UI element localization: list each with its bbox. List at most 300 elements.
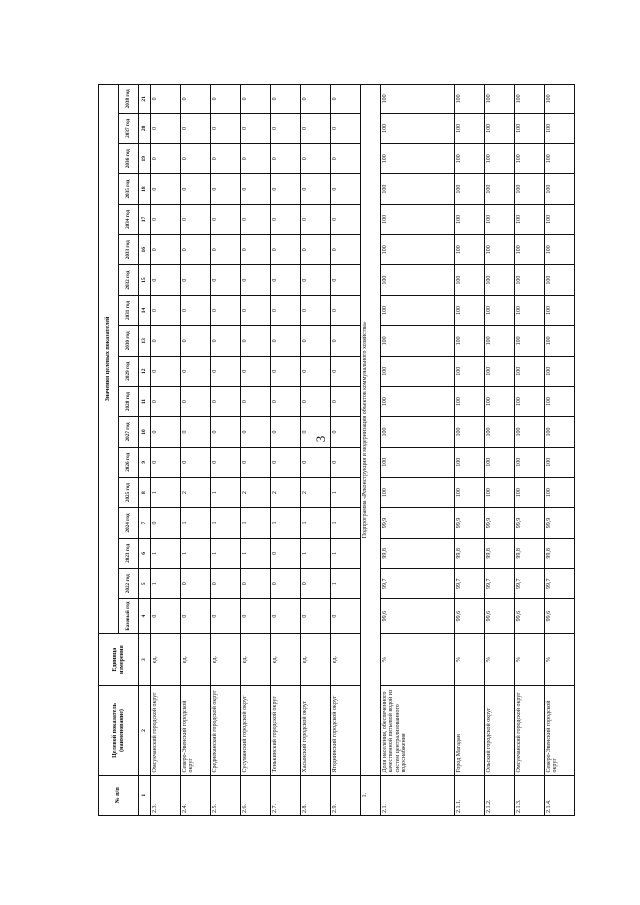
value-cell: 0	[181, 85, 211, 114]
value-cell: 0	[241, 326, 271, 356]
header-indicator-name: Целевой показатель (наименование)	[99, 686, 139, 775]
table-row	[331, 85, 361, 816]
value-cell: 0	[241, 144, 271, 174]
unit-cell: %	[381, 633, 455, 686]
header-year: 2026 год	[119, 447, 139, 477]
value-cell: 100	[381, 204, 455, 234]
target-indicators-table	[98, 84, 575, 816]
header-year: 2030 год	[119, 326, 139, 356]
value-cell: 100	[515, 174, 545, 204]
value-cell: 0	[271, 599, 301, 633]
value-cell: 0	[211, 265, 241, 295]
value-cell: 100	[545, 447, 575, 477]
value-cell: 99,7	[455, 569, 485, 599]
value-cell: 100	[545, 235, 575, 265]
value-cell: 100	[485, 174, 515, 204]
value-cell: 99,7	[485, 569, 515, 599]
value-cell: 100	[455, 356, 485, 386]
value-cell: 1	[151, 538, 181, 568]
value-cell: 0	[151, 174, 181, 204]
header-year: 2027 год	[119, 417, 139, 447]
value-cell: 0	[301, 447, 331, 477]
value-cell: 0	[331, 265, 361, 295]
indicator-name: Северо-Эвенский городской округ	[181, 686, 211, 775]
value-cell: 100	[515, 326, 545, 356]
value-cell: 0	[301, 356, 331, 386]
value-cell: 100	[515, 356, 545, 386]
unit-cell: ед.	[241, 633, 271, 686]
value-cell: 100	[545, 417, 575, 447]
value-cell: 100	[515, 85, 545, 114]
row-number: 2.1.2.	[485, 775, 515, 815]
value-cell: 0	[331, 417, 361, 447]
value-cell: 100	[381, 447, 455, 477]
value-cell: 99,8	[381, 538, 455, 568]
value-cell: 100	[381, 417, 455, 447]
table-row	[455, 85, 485, 816]
value-cell: 100	[515, 235, 545, 265]
indicator-name: Омсукчанский городской округ	[515, 686, 545, 775]
row-number: 2.4.	[181, 775, 211, 815]
value-cell: 0	[151, 235, 181, 265]
value-cell: 100	[381, 386, 455, 416]
value-cell: 100	[455, 386, 485, 416]
value-cell: 0	[301, 113, 331, 143]
subprogram-number: 1.	[361, 775, 381, 815]
table-row	[545, 85, 575, 816]
value-cell: 0	[181, 113, 211, 143]
header-year: 2031 год	[119, 295, 139, 325]
value-cell: 2	[181, 477, 211, 507]
row-number: 2.8.	[301, 775, 331, 815]
value-cell: 1	[331, 569, 361, 599]
value-cell: 99,9	[515, 508, 545, 538]
unit-cell: %	[545, 633, 575, 686]
value-cell: 0	[211, 447, 241, 477]
value-cell: 0	[241, 235, 271, 265]
value-cell: 0	[181, 295, 211, 325]
value-cell: 100	[515, 295, 545, 325]
table-row	[485, 85, 515, 816]
value-cell: 0	[331, 326, 361, 356]
value-cell: 0	[271, 447, 301, 477]
header-number: № п/п	[99, 775, 139, 815]
value-cell: 0	[241, 113, 271, 143]
value-cell: 1	[331, 508, 361, 538]
column-number: 6	[139, 538, 151, 568]
value-cell: 99,7	[381, 569, 455, 599]
column-number: 9	[139, 447, 151, 477]
value-cell: 100	[485, 326, 515, 356]
header-year: 2034 год	[119, 204, 139, 234]
value-cell: 99,9	[545, 508, 575, 538]
unit-cell: ед.	[151, 633, 181, 686]
column-number: 4	[139, 599, 151, 633]
value-cell: 0	[301, 85, 331, 114]
value-cell: 0	[271, 204, 301, 234]
value-cell: 100	[545, 356, 575, 386]
row-number: 2.1.4.	[545, 775, 575, 815]
value-cell: 100	[455, 204, 485, 234]
row-number: 2.3.	[151, 775, 181, 815]
value-cell: 100	[381, 85, 455, 114]
value-cell: 1	[241, 538, 271, 568]
value-cell: 1	[151, 569, 181, 599]
value-cell: 0	[271, 538, 301, 568]
value-cell: 0	[331, 174, 361, 204]
value-cell: 100	[381, 113, 455, 143]
value-cell: 100	[545, 113, 575, 143]
value-cell: 0	[151, 417, 181, 447]
value-cell: 99,6	[455, 599, 485, 633]
value-cell: 1	[181, 538, 211, 568]
value-cell: 1	[211, 538, 241, 568]
value-cell: 100	[485, 356, 515, 386]
value-cell: 0	[211, 599, 241, 633]
value-cell: 0	[271, 356, 301, 386]
indicator-name: Ольский городской округ	[485, 686, 515, 775]
value-cell: 100	[485, 204, 515, 234]
value-cell: 0	[181, 599, 211, 633]
column-number: 16	[139, 235, 151, 265]
column-number: 18	[139, 174, 151, 204]
value-cell: 0	[331, 113, 361, 143]
row-number: 2.1.1.	[455, 775, 485, 815]
value-cell: 0	[301, 265, 331, 295]
value-cell: 2	[241, 477, 271, 507]
value-cell: 0	[241, 599, 271, 633]
indicator-name: Сусуманский городской округ	[241, 686, 271, 775]
header-year: 2036 год	[119, 144, 139, 174]
unit-cell: ед.	[331, 633, 361, 686]
header-year: 2035 год	[119, 174, 139, 204]
value-cell: 0	[211, 295, 241, 325]
value-cell: 99,8	[455, 538, 485, 568]
value-cell: 99,6	[485, 599, 515, 633]
value-cell: 100	[455, 477, 485, 507]
table-row	[151, 85, 181, 816]
value-cell: 2	[271, 477, 301, 507]
unit-cell: %	[485, 633, 515, 686]
value-cell: 100	[381, 356, 455, 386]
table-row	[241, 85, 271, 816]
value-cell: 0	[241, 417, 271, 447]
value-cell: 100	[455, 113, 485, 143]
value-cell: 100	[545, 386, 575, 416]
value-cell: 1	[331, 538, 361, 568]
row-number: 2.1.	[381, 775, 455, 815]
column-numbers-row	[139, 85, 151, 816]
value-cell: 0	[211, 85, 241, 114]
value-cell: 0	[211, 174, 241, 204]
value-cell: 100	[515, 144, 545, 174]
value-cell: 0	[181, 204, 211, 234]
value-cell: 100	[515, 265, 545, 295]
value-cell: 0	[331, 386, 361, 416]
value-cell: 1	[211, 477, 241, 507]
value-cell: 100	[485, 235, 515, 265]
value-cell: 1	[271, 508, 301, 538]
value-cell: 0	[151, 113, 181, 143]
column-number: 17	[139, 204, 151, 234]
value-cell: 0	[241, 204, 271, 234]
indicator-name: Омсукчанский городской округ	[151, 686, 181, 775]
value-cell: 100	[485, 447, 515, 477]
value-cell: 100	[485, 477, 515, 507]
header-base-year: Базовый год	[119, 599, 139, 633]
value-cell: 0	[301, 326, 331, 356]
value-cell: 100	[485, 265, 515, 295]
value-cell: 1	[211, 508, 241, 538]
header-year: 2028 год	[119, 386, 139, 416]
value-cell: 0	[331, 599, 361, 633]
value-cell: 100	[515, 386, 545, 416]
value-cell: 100	[485, 113, 515, 143]
page-number: 3	[313, 435, 328, 443]
unit-cell: %	[515, 633, 545, 686]
column-number: 14	[139, 295, 151, 325]
indicator-name: Хасынский городской округ	[301, 686, 331, 775]
column-number: 15	[139, 265, 151, 295]
column-number: 3	[139, 633, 151, 686]
subprogram-title: Подпрограмма «Реконструкция и модернизация объектов коммунального хозяйства»	[361, 85, 381, 776]
value-cell: 100	[455, 85, 485, 114]
value-cell: 0	[301, 386, 331, 416]
value-cell: 99,8	[545, 538, 575, 568]
column-number: 10	[139, 417, 151, 447]
value-cell: 0	[151, 386, 181, 416]
value-cell: 100	[455, 265, 485, 295]
value-cell: 0	[271, 144, 301, 174]
header-year: 2037 год	[119, 113, 139, 143]
column-number: 5	[139, 569, 151, 599]
value-cell: 0	[271, 295, 301, 325]
table-row	[181, 85, 211, 816]
value-cell: 100	[545, 144, 575, 174]
unit-cell: ед.	[301, 633, 331, 686]
table-body	[139, 85, 575, 816]
row-number: 2.7.	[271, 775, 301, 815]
value-cell: 100	[515, 417, 545, 447]
value-cell: 0	[271, 235, 301, 265]
value-cell: 0	[181, 386, 211, 416]
value-cell: 0	[211, 113, 241, 143]
value-cell: 0	[151, 204, 181, 234]
value-cell: 0	[181, 326, 211, 356]
value-cell: 0	[181, 235, 211, 265]
value-cell: 0	[241, 85, 271, 114]
value-cell: 99,7	[545, 569, 575, 599]
value-cell: 100	[381, 144, 455, 174]
header-year: 2024 год	[119, 508, 139, 538]
value-cell: 0	[271, 417, 301, 447]
value-cell: 0	[241, 447, 271, 477]
value-cell: 100	[545, 477, 575, 507]
value-cell: 0	[271, 113, 301, 143]
value-cell: 0	[211, 204, 241, 234]
value-cell: 100	[515, 447, 545, 477]
header-year: 2033 год	[119, 235, 139, 265]
unit-cell: ед.	[211, 633, 241, 686]
value-cell: 100	[545, 204, 575, 234]
value-cell: 0	[331, 235, 361, 265]
value-cell: 99,9	[381, 508, 455, 538]
indicator-name: Доля населения, обеспеченного качественной питьевой водой из систем централизованного водоснабжения	[381, 686, 455, 775]
value-cell: 0	[211, 144, 241, 174]
value-cell: 0	[181, 447, 211, 477]
value-cell: 100	[381, 477, 455, 507]
value-cell: 0	[181, 356, 211, 386]
value-cell: 0	[151, 326, 181, 356]
value-cell: 0	[301, 174, 331, 204]
value-cell: 0	[181, 144, 211, 174]
column-number: 2	[139, 686, 151, 775]
value-cell: 0	[241, 295, 271, 325]
table-row	[301, 85, 331, 816]
value-cell: 100	[455, 417, 485, 447]
value-cell: 100	[485, 144, 515, 174]
value-cell: 100	[545, 326, 575, 356]
value-cell: 100	[485, 85, 515, 114]
indicator-name: Тенькинский городской округ	[271, 686, 301, 775]
header-values: Значения целевых показателей	[99, 85, 119, 634]
table-row	[271, 85, 301, 816]
value-cell: 100	[455, 447, 485, 477]
value-cell: 100	[515, 477, 545, 507]
value-cell: 0	[211, 235, 241, 265]
row-number: 2.5.	[211, 775, 241, 815]
row-number: 2.1.3.	[515, 775, 545, 815]
header-year: 2025 год	[119, 477, 139, 507]
value-cell: 100	[381, 265, 455, 295]
value-cell: 0	[301, 295, 331, 325]
value-cell: 99,6	[381, 599, 455, 633]
indicator-name: Среднеканский городской округ	[211, 686, 241, 775]
value-cell: 0	[151, 85, 181, 114]
value-cell: 99,9	[455, 508, 485, 538]
value-cell: 0	[181, 569, 211, 599]
value-cell: 0	[241, 174, 271, 204]
header-row-1	[99, 85, 119, 816]
value-cell: 0	[211, 356, 241, 386]
value-cell: 0	[241, 386, 271, 416]
value-cell: 0	[151, 144, 181, 174]
indicator-name: Город Магадан	[455, 686, 485, 775]
value-cell: 100	[545, 85, 575, 114]
value-cell: 0	[241, 569, 271, 599]
row-number: 2.9.	[331, 775, 361, 815]
header-year: 2022 год	[119, 569, 139, 599]
value-cell: 100	[455, 295, 485, 325]
value-cell: 100	[455, 174, 485, 204]
value-cell: 0	[301, 235, 331, 265]
value-cell: 2	[301, 477, 331, 507]
value-cell: 0	[181, 174, 211, 204]
value-cell: 100	[455, 326, 485, 356]
value-cell: 100	[515, 204, 545, 234]
value-cell: 100	[381, 235, 455, 265]
column-number: 8	[139, 477, 151, 507]
indicator-name: Ягоднинский городской округ	[331, 686, 361, 775]
value-cell: 100	[545, 295, 575, 325]
value-cell: 100	[545, 174, 575, 204]
value-cell: 0	[331, 447, 361, 477]
table-row	[381, 85, 455, 816]
value-cell: 1	[151, 477, 181, 507]
document-table-area	[98, 84, 559, 816]
value-cell: 0	[211, 326, 241, 356]
value-cell: 0	[301, 417, 331, 447]
value-cell: 0	[151, 599, 181, 633]
unit-cell: %	[455, 633, 485, 686]
value-cell: 0	[331, 85, 361, 114]
value-cell: 0	[271, 326, 301, 356]
value-cell: 1	[301, 538, 331, 568]
header-year: 2032 год	[119, 265, 139, 295]
value-cell: 0	[331, 356, 361, 386]
value-cell: 0	[301, 569, 331, 599]
column-number: 13	[139, 326, 151, 356]
column-number: 21	[139, 85, 151, 114]
header-year: 2038 год	[119, 85, 139, 114]
value-cell: 0	[271, 85, 301, 114]
value-cell: 100	[545, 265, 575, 295]
value-cell: 100	[485, 417, 515, 447]
value-cell: 0	[331, 144, 361, 174]
value-cell: 0	[301, 599, 331, 633]
value-cell: 0	[151, 447, 181, 477]
value-cell: 100	[485, 295, 515, 325]
value-cell: 0	[271, 265, 301, 295]
value-cell: 0	[151, 508, 181, 538]
value-cell: 1	[301, 508, 331, 538]
value-cell: 0	[211, 417, 241, 447]
value-cell: 0	[151, 356, 181, 386]
value-cell: 100	[455, 144, 485, 174]
value-cell: 0	[271, 386, 301, 416]
value-cell: 1	[331, 477, 361, 507]
value-cell: 99,7	[515, 569, 545, 599]
value-cell: 1	[181, 508, 211, 538]
value-cell: 99,6	[545, 599, 575, 633]
column-number: 1	[139, 775, 151, 815]
column-number: 19	[139, 144, 151, 174]
value-cell: 0	[331, 204, 361, 234]
column-number: 7	[139, 508, 151, 538]
value-cell: 0	[211, 386, 241, 416]
value-cell: 0	[301, 144, 331, 174]
value-cell: 0	[301, 204, 331, 234]
value-cell: 0	[331, 295, 361, 325]
value-cell: 0	[181, 417, 211, 447]
indicator-name: Северо-Эвенский городской округ	[545, 686, 575, 775]
value-cell: 0	[271, 569, 301, 599]
value-cell: 1	[241, 508, 271, 538]
value-cell: 99,8	[485, 538, 515, 568]
header-year: 2023 год	[119, 538, 139, 568]
row-number: 2.6.	[241, 775, 271, 815]
value-cell: 0	[181, 265, 211, 295]
value-cell: 100	[381, 326, 455, 356]
subprogram-row	[361, 85, 381, 816]
column-number: 20	[139, 113, 151, 143]
column-number: 12	[139, 356, 151, 386]
value-cell: 0	[151, 265, 181, 295]
table-row	[515, 85, 545, 816]
table-row	[211, 85, 241, 816]
value-cell: 0	[241, 356, 271, 386]
header-unit: Единица измерения	[99, 633, 139, 686]
